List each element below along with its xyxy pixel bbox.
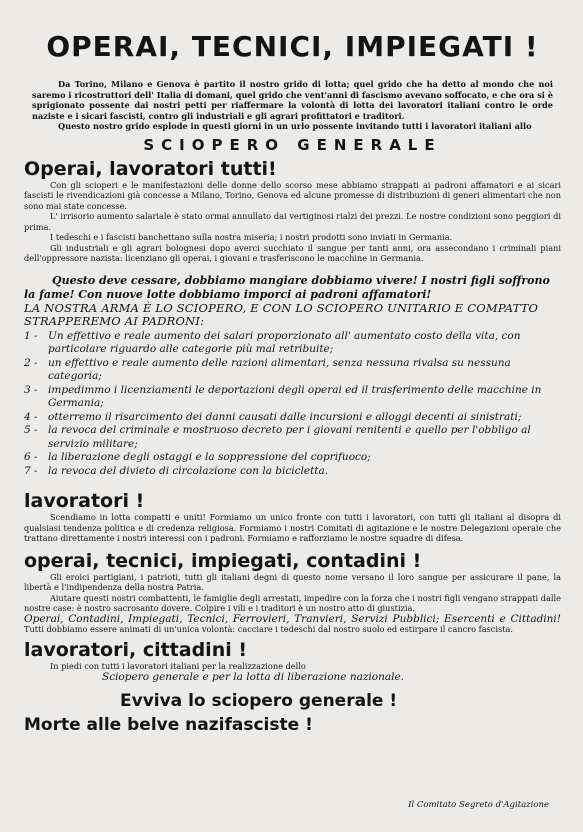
section-paragraph: In piedi con tutti i lavoratori italiani per la realizzazione dello — [50, 660, 306, 671]
page-title: OPERAI, TECNICI, IMPIEGATI ! — [46, 30, 539, 63]
list-item: 2 - un effettivo e reale aumento delle razioni alimentari, senza nessuna rivalsa su nessuna categoria; — [24, 356, 511, 382]
section-heading: operai, tecnici, impiegati, contadini ! — [24, 549, 422, 572]
section-paragraph: Scendiamo in lotta compatti e uniti! Formiamo un unico fronte con tutti i lavoratori, con tutti gli italiani al disopra di qualsiasi tendenza politica e di credenza religiosa. Formiamo i nostri Comitati di agitazione e le nostre Delegazioni operaie che trattano direttamente i nostri interessi con i padroni. Formiamo e rafforziamo le nostre squadre di difesa. — [24, 512, 561, 543]
slogan-morte: Morte alle belve nazifasciste ! — [24, 715, 313, 735]
list-item: 6 - la liberazione degli ostaggi e la soppressione del coprifuoco; — [24, 451, 371, 463]
section-paragraph: Aiutare questi nostri combattenti, le famiglie degli arrestati, impedire con la forza che i nostri figli vengano strappati dalle nostre case: è nostro sacrosanto dovere. Colpire i vili e i traditori è un nostro atto di giustizia. — [24, 592, 561, 613]
section-heading: lavoratori ! — [24, 490, 145, 512]
list-item: 3 - impedimmo i licenziamenti le deportazioni degli operai ed il trasferimento delle macchine in Germania; — [24, 383, 542, 409]
list-item: 4 - otterremo il risarcimento dei danni causati dalle incursioni e alloggi decenti ai sinistrati; — [24, 410, 522, 423]
list-item: 7 - la revoca del divieto di circolazione con la bicicletta. — [24, 464, 329, 477]
section-paragraph: Sciopero generale e per la lotta di liberazione nazionale. — [102, 671, 405, 683]
slogan-evviva: Evviva lo sciopero generale ! — [120, 691, 398, 711]
sciopero-generale-heading: SCIOPERO GENERALE — [143, 135, 442, 154]
section-heading: Operai, lavoratori tutti! — [24, 157, 277, 180]
section-operai-tecnici — [24, 550, 561, 635]
intro-paragraph-2: Questo nostro grido esplode in questi giorni in un urlo possente invitando tutti i lavoratori italiani allo — [58, 121, 532, 131]
demands-block — [24, 274, 561, 479]
section-paragraph: L' irrisorio aumento salariale è stato ormai annullato dai vertiginosi rialzi dei prezzi. Le nostre condizioni sono peggiori di prima. — [24, 211, 561, 232]
emphasis-text: Operai, Contadini, Impiegati, Tecnici, Ferrovieri, Tranvieri, Servizi Pubblici; Esercenti e Cittadini! — [24, 612, 561, 625]
demands-caps-statement: LA NOSTRA ARMA È LO SCIOPERO, E CON LO SCIOPERO UNITARIO E COMPATTO STRAPPEREMO AI PADRONI: — [24, 300, 539, 328]
signature: Il Comitato Segreto d'Agitazione — [408, 800, 549, 810]
list-item: 5 - la revoca del criminale e mostruoso decreto per i giovani renitenti e quello per l'obbligo al servizio militare; — [24, 424, 531, 450]
paragraph-text: Tutti dobbiamo essere animati di un'unica volontà: cacciare i tedeschi dal nostro suolo ed estirpare il cancro fascista. — [24, 624, 513, 634]
section-paragraph — [24, 614, 561, 635]
intro-block — [24, 79, 561, 132]
section-heading: lavoratori, cittadini ! — [24, 638, 248, 661]
section-lavoratori-tutti — [24, 158, 561, 264]
slogans — [24, 690, 561, 736]
demands-intro: Questo deve cessare, dobbiamo mangiare dobbiamo vivere! I nostri figli soffrono la fame! Con nuove lotte dobbiamo imporci ai padroni affamatori! — [24, 273, 550, 301]
section-paragraph: Gli industriali e gli agrari bolognesi dopo averci succhiato il sangue per tanti anni, ora assecondano i criminali piani dell'oppressore nazista: licenziano gli operai, i giovani e trasferiscono le macchine in Germania. — [24, 242, 561, 263]
intro-paragraph-1: Da Torino, Milano e Genova è partito il nostro grido di lotta; quel grido che ha detto al mondo che noi saremo i ricostruttori dell' Italia di domani, quel grido che vent'anni di fascismo avevano soffocato, e che ora si è sprigionato possente dai nostri petti per riaffermare la volontà di lotta dei lavoratori italiani contro le orde naziste e i sicari fascisti, contro gli industriali e gli agrari profittatori e traditori. — [32, 79, 553, 121]
section-paragraph: Con gli scioperi e le manifestazioni delle donne dello scorso mese abbiamo strappati ai padroni affamatori e ai sicari fascisti le rivendicazioni già concesse a Milano, Torino, Genova ed alcune promesse di distribuzioni di generi alimentari che non sono mai state concesse. — [24, 179, 561, 211]
section-paragraph: I tedeschi e i fascisti banchettano sulla nostra miseria; i nostri prodotti sono inviati in Germania. — [50, 232, 453, 242]
section-lavoratori-cittadini — [24, 639, 561, 685]
section-lavoratori — [24, 490, 561, 544]
list-item: 1 - Un effettivo e reale aumento dei salari proporzionato all' aumentato costo della vita, con particolare riguardo alle categorie più mal retribuite; — [24, 329, 521, 355]
demands-list — [24, 330, 561, 479]
section-paragraph: Gli eroici partigiani, i patrioti, tutti gli italiani degni di questo nome versano il loro sangue per assicurare il pane, la libertà e l'indipendenza della nostra Patria. — [24, 571, 561, 592]
